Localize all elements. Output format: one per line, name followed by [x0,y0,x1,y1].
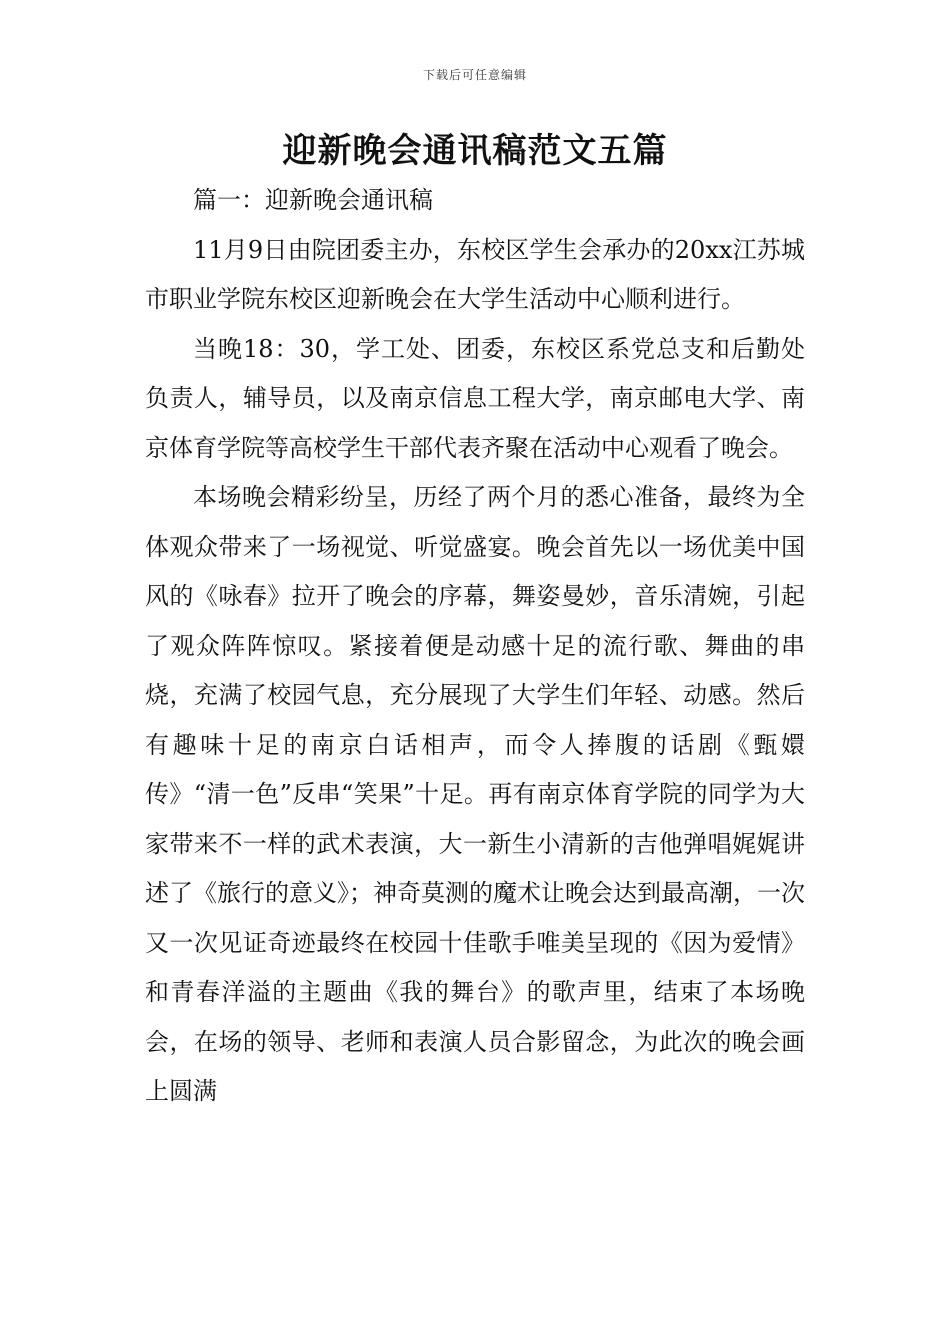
paragraph: 11月9日由院团委主办，东校区学生会承办的20xx江苏城市职业学院东校区迎新晚会在大学生活动中心顺利进行。 [145,235,805,313]
header-note: 下载后可任意编辑 [422,68,527,82]
paragraph: 当晚18：30，学工处、团委，东校区系党总支和后勤处负责人，辅导员，以及南京信息工程大学，南京邮电大学、南京体育学院等高校学生干部代表齐聚在活动中心观看了晚会。 [145,334,805,462]
document-title: 迎新晚会通讯稿范文五篇 [282,131,668,171]
section-heading: 篇一：迎新晚会通讯稿 [193,186,433,214]
document-body [145,176,805,1117]
paragraph: 本场晚会精彩纷呈，历经了两个月的悉心准备，最终为全体观众带来了一场视觉、听觉盛宴。晚会首先以一场优美中国风的《咏春》拉开了晚会的序幕，舞姿曼妙，音乐清婉，引起了观众阵阵惊叹。紧接着便是动感十足的流行歌、舞曲的串烧，充满了校园气息，充分展现了大学生们年轻、动感。然后有趣味十足的南京白话相声，而令人捧腹的话剧《甄嬛传》“清一色”反串“笑果”十足。再有南京体育学院的同学为大家带来不一样的武术表演，大一新生小清新的吉他弹唱娓娓讲述了《旅行的意义》；神奇莫测的魔术让晚会达到最高潮，一次又一次见证奇迹最终在校园十佳歌手唯美呈现的《因为爱情》和青春洋溢的主题曲《我的舞台》的歌声里，结束了本场晚会，在场的领导、老师和表演人员合影留念，为此次的晚会画上圆满 [145,483,805,1105]
